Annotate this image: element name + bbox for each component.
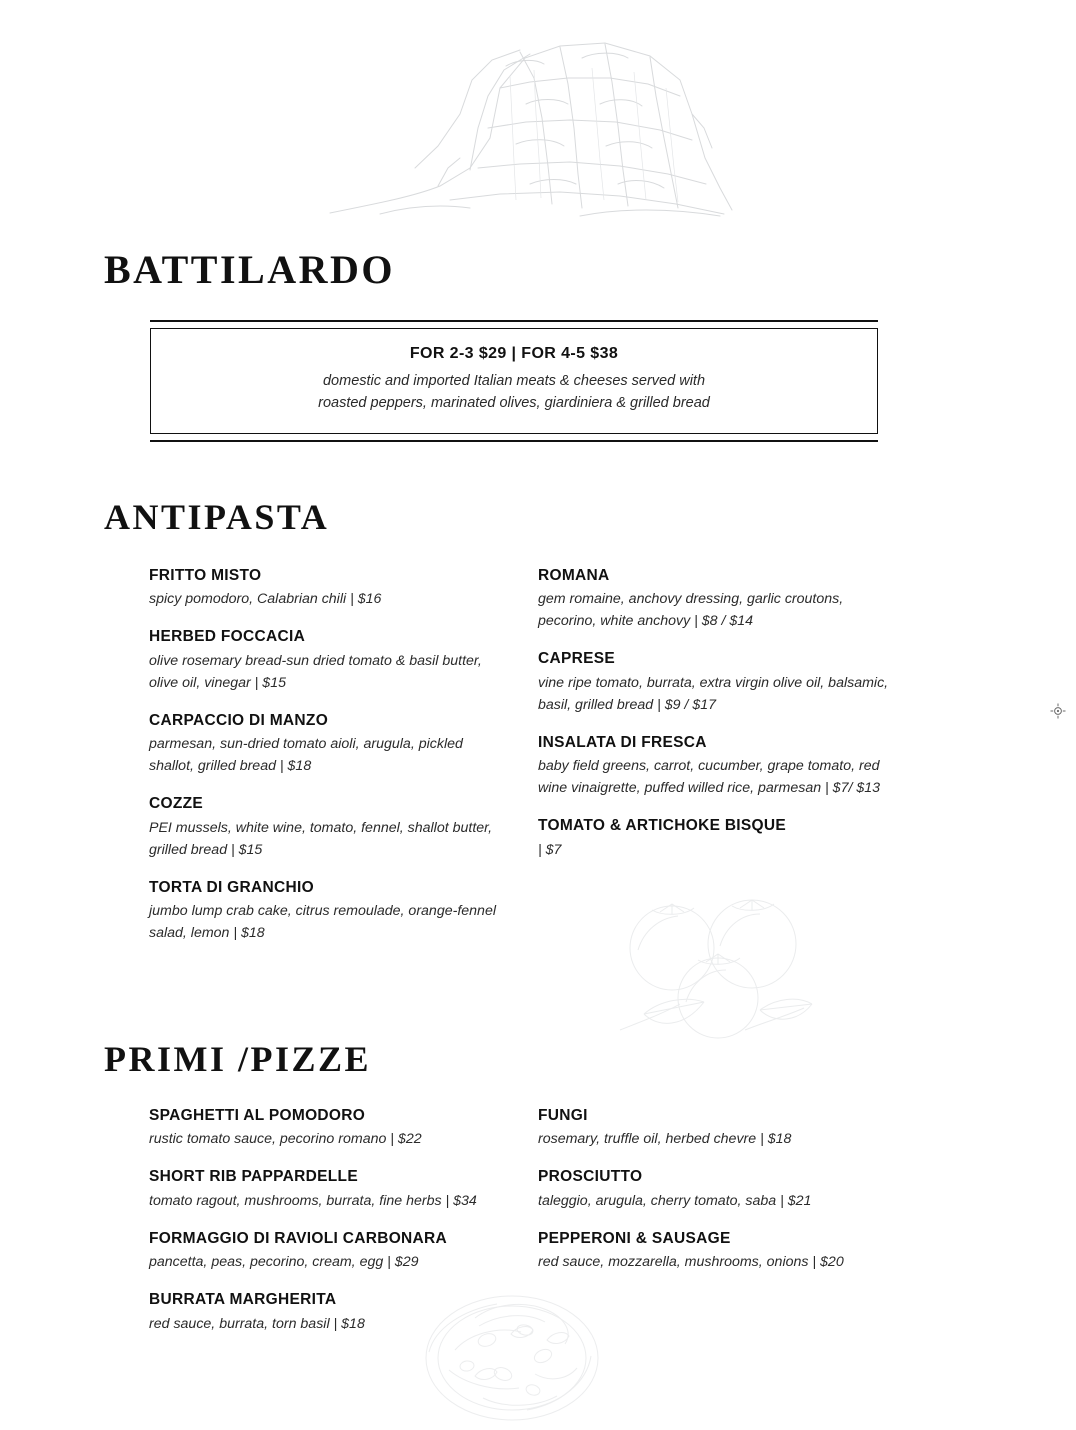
menu-item-name: COZZE	[149, 795, 204, 813]
menu-item-description: | $7	[538, 841, 562, 858]
menu-item-description: PEI mussels, white wine, tomato, fennel, shallot butter, grilled bread | $15	[149, 819, 493, 858]
menu-item-description: rustic tomato sauce, pecorino romano | $22	[149, 1131, 422, 1148]
board-description-line-2: roasted peppers, marinated olives, giardiniera & grilled bread	[318, 394, 710, 411]
menu-item	[149, 1106, 499, 1150]
menu-item-name: SPAGHETTI AL POMODORO	[149, 1107, 366, 1124]
board-content	[150, 328, 878, 434]
board-bottom-rule	[150, 440, 878, 442]
board-description-line-1: domestic and imported Italian meats & cheeses served with	[322, 373, 706, 389]
menu-item	[538, 566, 890, 632]
menu-item	[538, 1106, 890, 1150]
menu-item	[149, 878, 499, 944]
menu-item-name: SHORT RIB PAPPARDELLE	[149, 1168, 358, 1186]
antipasta-right-column	[538, 566, 890, 861]
tomato-basil-illustration	[600, 890, 830, 1050]
cliff-landscape-illustration	[320, 18, 740, 233]
menu-item-description: taleggio, arugula, cherry tomato, saba | $21	[538, 1192, 812, 1209]
menu-item-name: CARPACCIO DI MANZO	[149, 711, 329, 729]
pizza-slice-illustration	[415, 1270, 610, 1430]
restaurant-name: BATTILARDO	[104, 247, 395, 292]
registration-mark-icon	[1050, 703, 1066, 719]
menu-item-description: baby field greens, carrot, cucumber, grape tomato, red wine vinaigrette, puffed willed rice, parmesan | $7/ $13	[538, 758, 881, 797]
menu-item-description: parmesan, sun-dried tomato aioli, arugula, pickled shallot, grilled bread | $18	[149, 736, 463, 775]
menu-item	[538, 1167, 890, 1211]
menu-item	[149, 711, 499, 777]
menu-item-name: FRITTO MISTO	[149, 567, 262, 584]
section-heading-antipasta: ANTIPASTA	[104, 497, 330, 537]
menu-item-description: spicy pomodoro, Calabrian chili | $16	[149, 591, 382, 608]
menu-item-name: PEPPERONI & SAUSAGE	[538, 1229, 731, 1247]
antipasta-left-column	[149, 566, 499, 944]
board-top-rule	[150, 320, 878, 322]
featured-board	[150, 320, 878, 442]
primi-right-column	[538, 1106, 890, 1273]
menu-item	[149, 627, 499, 693]
menu-item-name: CAPRESE	[538, 650, 616, 668]
menu-item	[149, 566, 499, 610]
menu-item-name: INSALATA DI FRESCA	[538, 733, 707, 751]
section-heading-primi-pizze: PRIMI /PIZZE	[104, 1039, 372, 1079]
menu-item-description: gem romaine, anchovy dressing, garlic croutons, pecorino, white anchovy | $8 / $14	[538, 591, 844, 630]
menu-item-name: FUNGI	[538, 1107, 588, 1124]
menu-item-description: pancetta, peas, pecorino, cream, egg | $29	[149, 1254, 419, 1271]
menu-item-name: ROMANA	[538, 567, 610, 584]
menu-item	[149, 1167, 499, 1211]
menu-item	[538, 1229, 890, 1273]
menu-item-name: TORTA DI GRANCHIO	[149, 878, 314, 896]
menu-item-name: HERBED FOCCACIA	[149, 628, 306, 646]
menu-item-name: BURRATA MARGHERITA	[149, 1291, 337, 1309]
menu-item	[538, 733, 890, 799]
menu-item-description: rosemary, truffle oil, herbed chevre | $18	[538, 1131, 792, 1148]
menu-item-description: jumbo lump crab cake, citrus remoulade, orange-fennel salad, lemon | $18	[149, 902, 496, 941]
menu-item	[149, 1229, 499, 1273]
menu-item	[538, 816, 890, 860]
menu-item	[149, 794, 499, 860]
menu-item-name: PROSCIUTTO	[538, 1168, 643, 1186]
menu-item-description: red sauce, burrata, torn basil | $18	[149, 1315, 365, 1332]
menu-item-description: tomato ragout, mushrooms, burrata, fine herbs | $34	[149, 1192, 477, 1209]
board-price-title: FOR 2-3 $29 | FOR 4-5 $38	[409, 345, 619, 362]
menu-item	[538, 649, 890, 715]
menu-item-description: olive rosemary bread-sun dried tomato & basil butter, olive oil, vinegar | $15	[149, 652, 482, 691]
menu-item-description: red sauce, mozzarella, mushrooms, onions | $20	[538, 1254, 844, 1271]
menu-item-name: TOMATO & ARTICHOKE BISQUE	[538, 817, 787, 835]
menu-item-name: FORMAGGIO DI RAVIOLI CARBONARA	[149, 1229, 448, 1247]
menu-item-description: vine ripe tomato, burrata, extra virgin olive oil, balsamic, basil, grilled bread | $9 / $17	[538, 674, 889, 713]
